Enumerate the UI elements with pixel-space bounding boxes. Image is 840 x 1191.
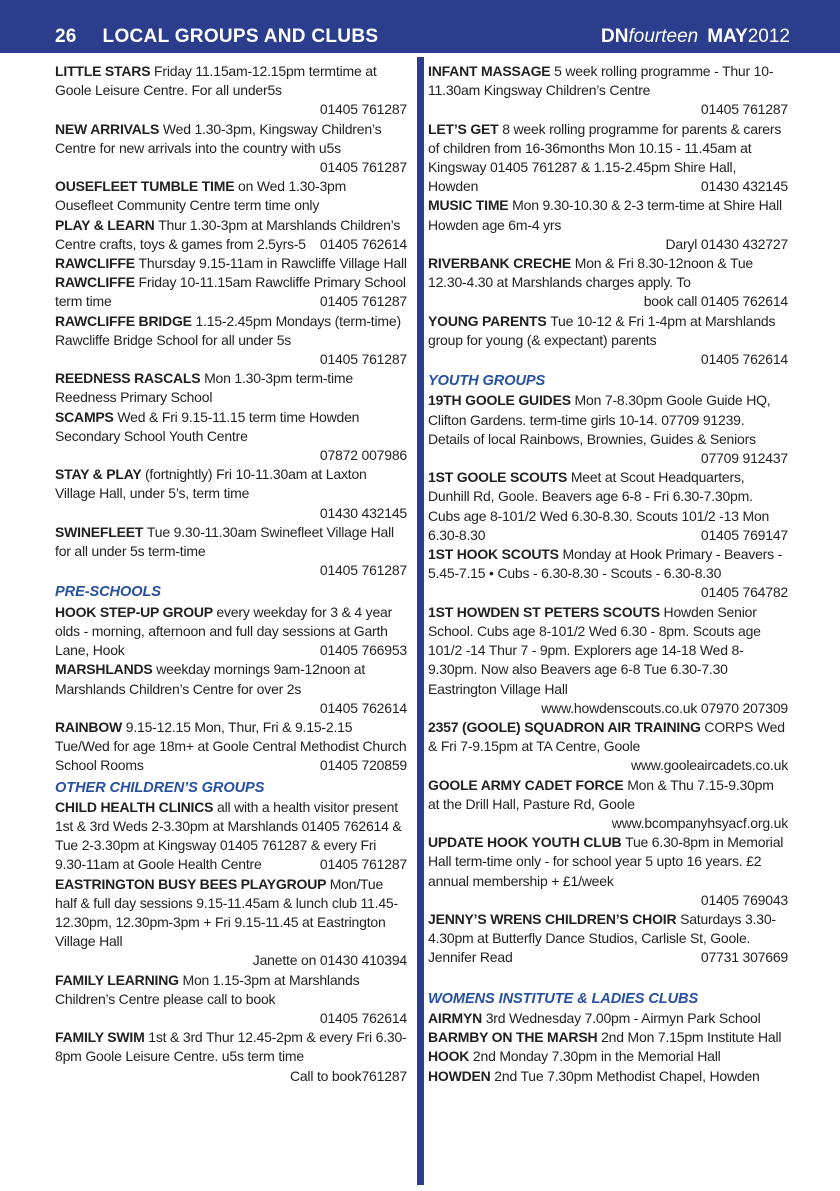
listing-entry (428, 1028, 788, 1047)
listing-entry (55, 523, 407, 581)
entry-contact: 01405 762614 (319, 699, 407, 716)
listing-entry-text (55, 523, 407, 561)
listing-entry-text (55, 120, 407, 176)
entry-contact: Call to book761287 (289, 1067, 407, 1084)
listing-entry (428, 718, 788, 776)
listing-entry-text (55, 216, 407, 254)
listing-entry (428, 1067, 788, 1086)
entry-description: CORPS Wed & Fri 7-9.15pm at TA Centre, Goole (428, 718, 785, 755)
entry-description: Saturdays 3.30-4.30pm at Butterfly Dance Studios, Carlisle St, Goole. Jennifer Read (428, 910, 776, 966)
entry-description: all with a health visitor present 1st & 3rd Weds 2-3.30pm at Marshlands 01405 762614 & Tue 2-3.30pm at Kingsway 01405 761287 & every Fri 9.30-11am at Goole Health Centre (55, 798, 402, 873)
entry-name: MUSIC TIME (428, 197, 513, 214)
listing-entry (428, 603, 788, 718)
entry-description: Mon & Thu 7.15-9.30pm at the Drill Hall, Pasture Rd, Goole (428, 776, 774, 812)
left-column (55, 62, 407, 1086)
entry-contact: 01405 761287 (319, 351, 407, 368)
entry-name: BARMBY ON THE MARSH (428, 1029, 602, 1046)
entry-contact: 01430 432145 (319, 504, 407, 521)
page-number: 26 (55, 26, 77, 47)
listing-entry (55, 120, 407, 178)
entry-name: HOWDEN (428, 1067, 495, 1084)
listing-entry (428, 1047, 788, 1066)
section-heading: YOUTH GROUPS (428, 373, 546, 390)
entry-contact: 01405 720859 (319, 757, 407, 774)
listing-entry-text (55, 603, 407, 661)
listing-entry (55, 312, 407, 370)
entry-contact: 01405 761287 (700, 101, 788, 118)
entry-description: Thur 1.30-3pm at Marshlands Children’s Centre crafts, toys & games from 2.5yrs-5 (55, 216, 401, 252)
entry-contact: 01405 761287 (319, 562, 407, 579)
entry-name: LET’S GET (428, 120, 503, 137)
entry-contact: 01405 762614 (319, 1009, 407, 1026)
entry-contact: 01405 769043 (700, 891, 788, 908)
entry-contact: Daryl 01430 432727 (665, 235, 788, 252)
entry-name: PLAY & LEARN (55, 216, 159, 233)
entry-description: 2nd Monday 7.30pm in the Memorial Hall (472, 1048, 721, 1065)
header-left (55, 26, 378, 48)
entry-contact: www.gooleaircadets.co.uk (630, 757, 788, 774)
listing-entry-text (55, 312, 407, 350)
listing-entry (428, 910, 788, 968)
listing-entry-text (428, 1009, 788, 1028)
entry-description: Friday 11.15am-12.15pm termtime at Goole Leisure Centre. For all under5s (55, 63, 377, 99)
listing-entry-text (428, 545, 788, 601)
entry-description: 2nd Tue 7.30pm Methodist Chapel, Howden (494, 1067, 760, 1084)
listing-entry (55, 369, 407, 407)
listing-entry-text (428, 120, 788, 197)
listing-entry-text (55, 971, 407, 1009)
entry-name: RAWCLIFFE (55, 274, 139, 291)
entry-name: SWINEFLEET (55, 523, 147, 540)
column-spacer (428, 968, 788, 987)
entry-name: AIRMYN (428, 1009, 486, 1026)
entry-name: RAWCLIFFE (55, 255, 139, 272)
entry-contact: www.bcompanyhsyacf.org.uk (611, 814, 788, 831)
entry-description: weekday mornings 9am-12noon at Marshlands Children’s Centre for over 2s (55, 661, 366, 697)
entry-contact: 01405 769147 (700, 526, 788, 543)
issue-month: MAY (707, 26, 748, 47)
entry-contact: Janette on 01430 410394 (252, 952, 407, 969)
listing-entry-text (55, 660, 407, 698)
listing-entry (55, 465, 407, 523)
entry-contact: book call 01405 762614 (643, 293, 788, 310)
entry-contact: 01405 766953 (319, 642, 407, 659)
listing-entry (55, 408, 407, 466)
entry-description: Thursday 9.15-11am in Rawcliffe Village Hall (138, 255, 407, 272)
entry-contact: 07709 912437 (700, 450, 788, 467)
listing-entry-text (55, 798, 407, 875)
entry-description: 1st & 3rd Thur 12.45-2pm & every Fri 6.30-8pm Goole Leisure Centre. u5s term time (55, 1029, 407, 1065)
listing-entry-text (55, 875, 407, 952)
entry-name: OUSEFLEET TUMBLE TIME (55, 178, 239, 195)
listing-entry-text (428, 254, 788, 292)
entry-description: Mon & Fri 8.30-12noon & Tue 12.30-4.30 at Marshlands charges apply. To (428, 255, 753, 291)
entry-description: 5 week rolling programme - Thur 10-11.30am Kingsway Children’s Centre (428, 63, 774, 99)
listing-entry-text (428, 312, 788, 350)
entry-contact: 01430 432145 (700, 178, 788, 195)
brand-name-italic: fourteen (628, 26, 699, 47)
entry-name: RAWCLIFFE BRIDGE (55, 312, 196, 329)
entry-name: RIVERBANK CRECHE (428, 255, 575, 272)
listing-entry (428, 833, 788, 910)
listing-entry (55, 216, 407, 254)
listing-entry-text (428, 1047, 788, 1066)
listing-entry-text (55, 273, 407, 311)
entry-contact: 07872 007986 (319, 447, 407, 464)
entry-name: 1ST GOOLE SCOUTS (428, 469, 571, 486)
entry-description: Tue 9.30-11.30am Swinefleet Village Hall for all under 5s term-time (55, 523, 394, 560)
listing-entry-text (428, 776, 788, 814)
entry-contact: 01405 761287 (319, 293, 407, 310)
entry-contact: 01405 764782 (700, 584, 788, 601)
entry-contact: 01405 762614 (319, 235, 407, 252)
entry-name: NEW ARRIVALS (55, 120, 163, 137)
listing-entry (55, 875, 407, 971)
entry-name: EASTRINGTON BUSY BEES PLAYGROUP (55, 875, 330, 892)
entry-name: REEDNESS RASCALS (55, 370, 205, 387)
listing-entry-text (55, 408, 407, 446)
right-column (428, 62, 788, 1086)
listing-entry (428, 120, 788, 197)
listing-entry (55, 971, 407, 1029)
listing-entry-text (428, 391, 788, 467)
entry-description: Mon 1.15-3pm at Marshlands Children’s Centre please call to book (55, 971, 360, 1007)
entry-name: 1ST HOOK SCOUTS (428, 546, 563, 563)
listing-entry (55, 177, 407, 215)
entry-name: RAINBOW (55, 718, 126, 735)
entry-name: INFANT MASSAGE (428, 63, 555, 79)
entry-description: 3rd Wednesday 7.00pm - Airmyn Park School (485, 1009, 761, 1026)
listing-entry (428, 468, 788, 545)
listing-entry (428, 254, 788, 312)
entry-description: Mon/Tue half & full day sessions 9.15-11.45am & lunch club 11.45-12.30pm, 12.30pm-3pm + Fri 9.15-11.45 at Eastrington Village Hall (55, 875, 398, 950)
entry-description: Mon 1.30-3pm term-time Reedness Primary School (55, 370, 353, 406)
issue-masthead (601, 26, 790, 48)
entry-name: HOOK STEP-UP GROUP (55, 603, 217, 620)
entry-name: HOOK (428, 1048, 473, 1065)
entry-description: 2nd Mon 7.15pm Institute Hall (601, 1029, 782, 1046)
entry-description: Mon 7-8.30pm Goole Guide HQ, Clifton Gardens. term-time girls 10-14. 07709 91239. Details of local Rainbows, Brownies, Guides & Seniors (428, 392, 771, 447)
entry-contact: 01405 761287 (319, 856, 407, 873)
listing-entry (55, 254, 407, 273)
section-heading: OTHER CHILDREN’S GROUPS (55, 779, 265, 796)
entry-name: FAMILY LEARNING (55, 971, 183, 988)
listing-entry (55, 718, 407, 776)
section-heading: WOMENS INSTITUTE & LADIES CLUBS (428, 990, 699, 1007)
entry-description: on Wed 1.30-3pm Ousefleet Community Centre term time only (55, 178, 347, 214)
listing-entry (428, 776, 788, 834)
listing-entry-text (428, 468, 788, 545)
entry-description: every weekday for 3 & 4 year olds - morning, afternoon and full day sessions at Garth Lane, Hook (55, 603, 393, 659)
listing-entry (55, 273, 407, 311)
entry-name: MARSHLANDS (55, 661, 157, 678)
entry-description: 8 week rolling programme for parents & carers of children from 16-36months Mon 10.15 - 11.45am at Kingsway 01405 761287 & 1.15-2.45pm Shire Hall, Howden (428, 120, 782, 195)
entry-name: SCAMPS (55, 408, 118, 425)
listing-entry-text (428, 1067, 788, 1086)
listing-entry-text (428, 910, 788, 968)
listing-entry-text (428, 62, 788, 100)
entry-contact: 01405 762614 (700, 351, 788, 368)
entry-name: GOOLE ARMY CADET FORCE (428, 776, 628, 793)
entry-description: 1.15-2.45pm Mondays (term-time) Rawcliffe Bridge School for all under 5s (55, 312, 401, 348)
listing-entry-text (55, 369, 407, 407)
listing-entry-text (55, 718, 407, 776)
listing-entry-text (428, 718, 788, 756)
entry-name: CHILD HEALTH CLINICS (55, 798, 217, 815)
listing-entry-text (55, 1028, 407, 1066)
entry-name: FAMILY SWIM (55, 1029, 149, 1046)
entry-contact: www.howdenscouts.co.uk 07970 207309 (541, 699, 788, 716)
column-divider-rule (417, 57, 424, 1185)
entry-description: Mon 9.30-10.30 & 2-3 term-time at Shire Hall Howden age 6m-4 yrs (428, 197, 782, 233)
entry-description: Wed 1.30-3pm, Kingsway Children’s Centre for new arrivals into the country with u5s (55, 120, 382, 156)
entry-contact: 01405 761287 (319, 159, 407, 176)
listing-entry-text (428, 603, 788, 699)
page-header (0, 0, 840, 53)
entry-name: 1ST HOWDEN ST PETERS SCOUTS (428, 603, 664, 620)
listing-entry (428, 62, 788, 120)
listing-entry-text (55, 465, 407, 503)
listing-entry-text (55, 254, 407, 273)
entry-name: 19TH GOOLE GUIDES (428, 392, 575, 409)
entry-description: Monday at Hook Primary - Beavers - 5.45-7.15 • Cubs - 6.30-8.30 - Scouts - 6.30-8.30 (428, 546, 783, 582)
listing-entry (428, 545, 788, 603)
entry-contact: 07731 307669 (700, 949, 788, 966)
entry-name: STAY & PLAY (55, 466, 145, 483)
entry-description: 9.15-12.15 Mon, Thur, Fri & 9.15-2.15 Tue/Wed for age 18m+ at Goole Central Methodist Church School Rooms (55, 718, 407, 774)
listing-entry-text (55, 62, 407, 100)
listing-entry (428, 196, 788, 254)
listing-entry-text (428, 196, 788, 234)
listing-entry (55, 62, 407, 120)
entry-contact: 01405 761287 (319, 101, 407, 118)
brand-name-bold: DN (601, 26, 629, 47)
entry-name: YOUNG PARENTS (428, 312, 551, 329)
listing-entry (55, 1028, 407, 1086)
entry-description: Meet at Scout Headquarters, Dunhill Rd, Goole. Beavers age 6-8 - Fri 6.30-7.30pm. Cubs age 8-101/2 Wed 6.30-8.30. Scouts 101/2 -13 Mon 6.30-8.30 (428, 469, 770, 543)
entry-description: Tue 10-12 & Fri 1-4pm at Marshlands group for young (& expectant) parents (428, 312, 776, 348)
listing-entry (428, 312, 788, 370)
listing-entry (55, 660, 407, 718)
entry-description: (fortnightly) Fri 10-11.30am at Laxton Village Hall, under 5’s, term time (55, 466, 367, 502)
entry-description: Tue 6.30-8pm in Memorial Hall term-time only - for school year 5 upto 16 years. £2 annual membership + £1/week (428, 834, 784, 889)
listing-entry (428, 1009, 788, 1028)
listing-entry-text (55, 177, 407, 215)
listing-entry (55, 798, 407, 875)
entry-description: Wed & Fri 9.15-11.15 term time Howden Secondary School Youth Centre (55, 408, 360, 444)
entry-name: JENNY’S WRENS CHILDREN’S CHOIR (428, 910, 681, 927)
section-heading: PRE-SCHOOLS (55, 584, 161, 601)
listing-entry-text (428, 1028, 788, 1047)
entry-name: UPDATE HOOK YOUTH CLUB (428, 834, 626, 851)
entry-description: Howden Senior School. Cubs age 8-101/2 Wed 6.30 - 8pm. Scouts age 101/2 -14 Thur 7 - 9pm. Explorers age 14-18 Wed 8-9.30pm. Now also Beavers age 6-8 Tue 6.30-7.30 Eastrington Village Hall (428, 603, 761, 697)
issue-year: 2012 (747, 26, 790, 47)
page-title: LOCAL GROUPS AND CLUBS (102, 26, 379, 47)
listing-entry (55, 603, 407, 661)
listing-entry (428, 391, 788, 468)
entry-name: LITTLE STARS (55, 63, 155, 79)
entry-description: Friday 10-11.15am Rawcliffe Primary School term time (55, 274, 406, 310)
listing-entry-text (428, 833, 788, 891)
entry-name: 2357 (GOOLE) SQUADRON AIR TRAINING (428, 718, 705, 735)
